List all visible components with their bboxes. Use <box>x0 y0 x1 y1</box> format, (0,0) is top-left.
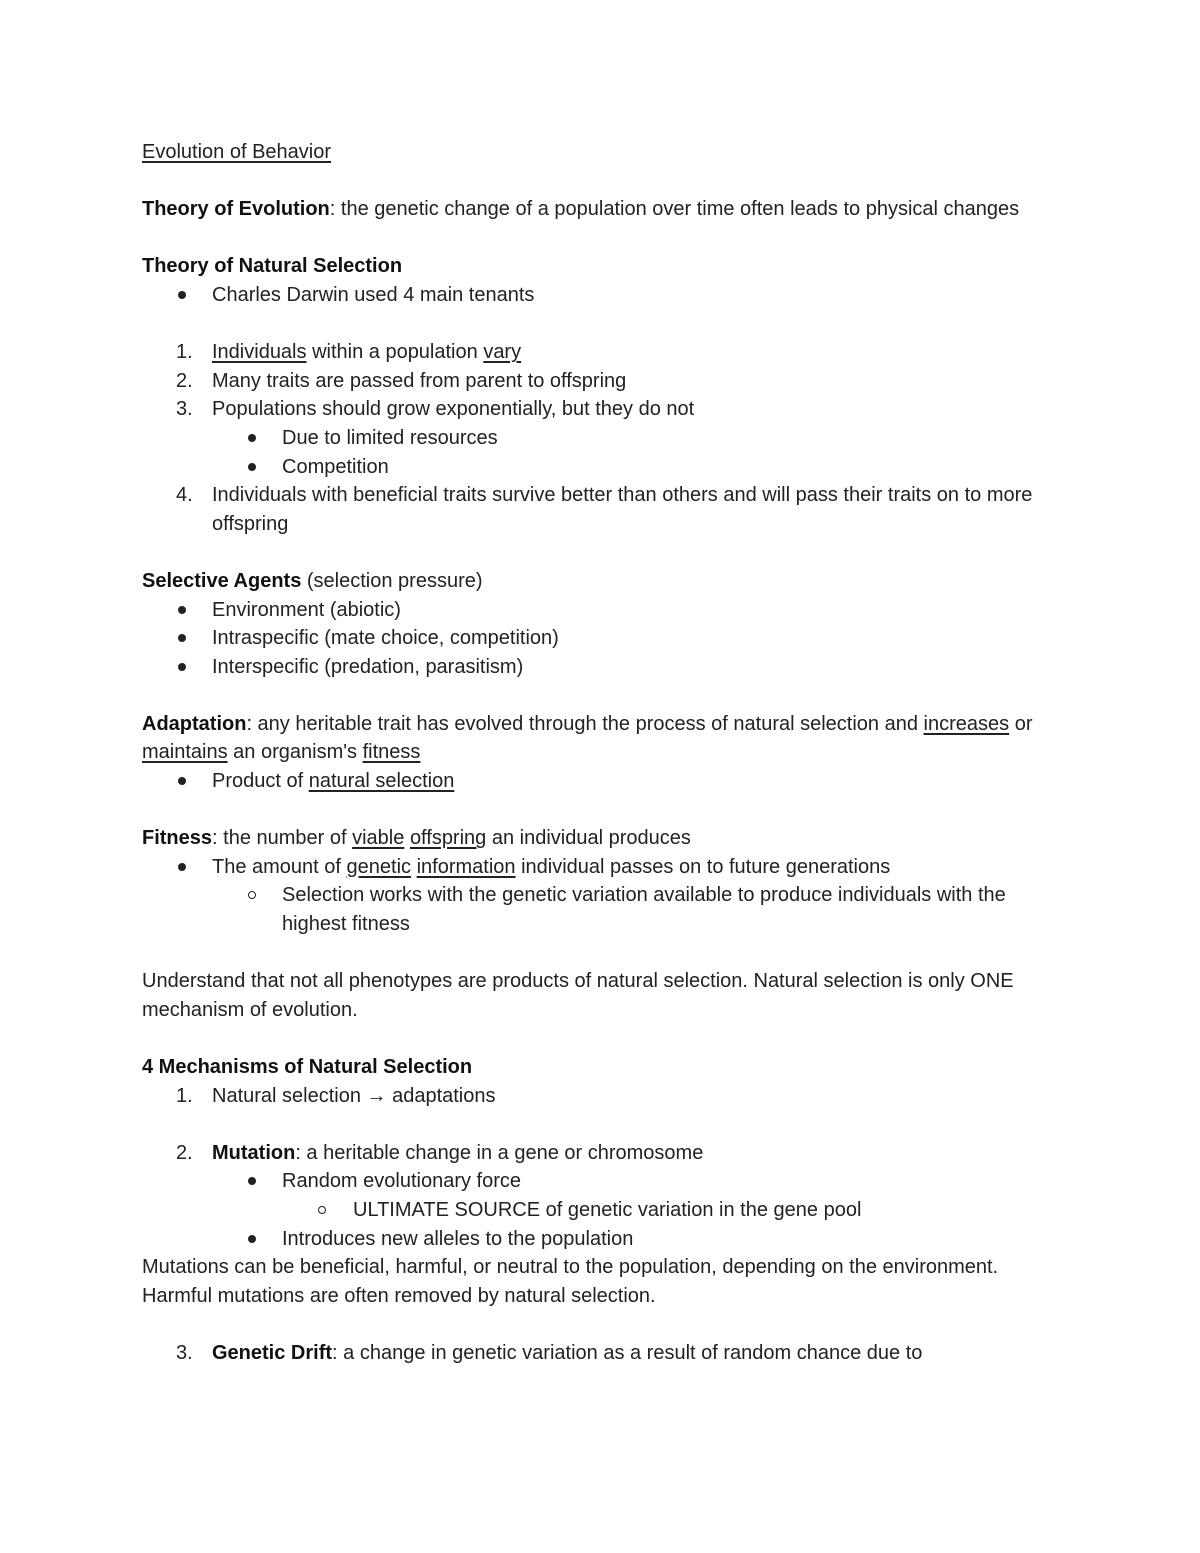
definition-text: : the genetic change of a population over time often leads to physical changes <box>329 198 1020 221</box>
sub-bullet-item: Random evolutionary force <box>142 1167 1062 1196</box>
term-theory-of-evolution: Theory of Evolution <box>142 198 330 221</box>
bullet-item: Intraspecific (mate choice, competition) <box>142 624 1062 653</box>
theory-of-evolution-definition <box>142 195 1062 224</box>
bullet-item: Product of natural selection <box>142 767 1062 796</box>
numbered-item: 4. Individuals with beneficial traits survive better than others and will pass their traits on to more offspring <box>176 484 1033 535</box>
bullet-dot-icon <box>178 291 186 299</box>
document-page <box>142 138 1062 1368</box>
bullet-dot-icon <box>248 463 256 471</box>
numbered-item: 1. Natural selection → adaptations <box>176 1084 496 1107</box>
sub-bullet-item: Competition <box>142 453 1062 482</box>
bullet-item: Interspecific (predation, parasitism) <box>142 653 1062 682</box>
mutations-note: Mutations can be beneficial, harmful, or neutral to the population, depending on the environment. Harmful mutations are often removed by natural selection. <box>142 1256 999 1307</box>
bullet-item: Charles Darwin used 4 main tenants <box>142 281 1062 310</box>
bullet-dot-icon <box>248 434 256 442</box>
bullet-dot-icon <box>248 1235 256 1243</box>
bullet-ring-icon <box>248 891 256 899</box>
bullet-dot-icon <box>178 634 186 642</box>
sub-bullet-item: Due to limited resources <box>142 424 1062 453</box>
sub-bullet-item: Introduces new alleles to the population <box>142 1225 1062 1254</box>
selective-agents-heading: Selective Agents (selection pressure) <box>142 569 483 592</box>
numbered-item: 2. Mutation: a heritable change in a gene or chromosome <box>176 1141 704 1164</box>
section-heading-natural-selection: Theory of Natural Selection <box>142 255 403 278</box>
bullet-ring-icon <box>318 1206 326 1214</box>
bullet-dot-icon <box>178 863 186 871</box>
mechanisms-heading: 4 Mechanisms of Natural Selection <box>142 1056 473 1078</box>
adaptation-definition: Adaptation: any heritable trait has evolved through the process of natural selection and increases or maintains an organism's fitness <box>142 712 1033 764</box>
numbered-item: 1. Individuals within a population vary <box>176 341 522 364</box>
bullet-item: The amount of genetic information individual passes on to future generations <box>142 853 1062 882</box>
document-title: Evolution of Behavior <box>142 141 332 163</box>
numbered-item: 3. Populations should grow exponentially, but they do not <box>176 398 695 421</box>
bullet-item: Environment (abiotic) <box>142 596 1062 625</box>
bullet-dot-icon <box>178 777 186 785</box>
bullet-dot-icon <box>178 606 186 614</box>
sub-sub-bullet-item: ULTIMATE SOURCE of genetic variation in the gene pool <box>142 1196 1062 1225</box>
sub-bullet-item: Selection works with the genetic variation available to produce individuals with the highest fitness <box>142 881 1062 938</box>
numbered-item: 3. Genetic Drift: a change in genetic variation as a result of random chance due to <box>176 1341 923 1364</box>
numbered-item: 2. Many traits are passed from parent to offspring <box>176 369 627 392</box>
bullet-dot-icon <box>178 663 186 671</box>
understand-note: Understand that not all phenotypes are products of natural selection. Natural selection is only ONE mechanism of evolution. <box>142 970 1014 1021</box>
fitness-definition: Fitness: the number of viable offspring an individual produces <box>142 827 691 850</box>
bullet-dot-icon <box>248 1177 256 1185</box>
